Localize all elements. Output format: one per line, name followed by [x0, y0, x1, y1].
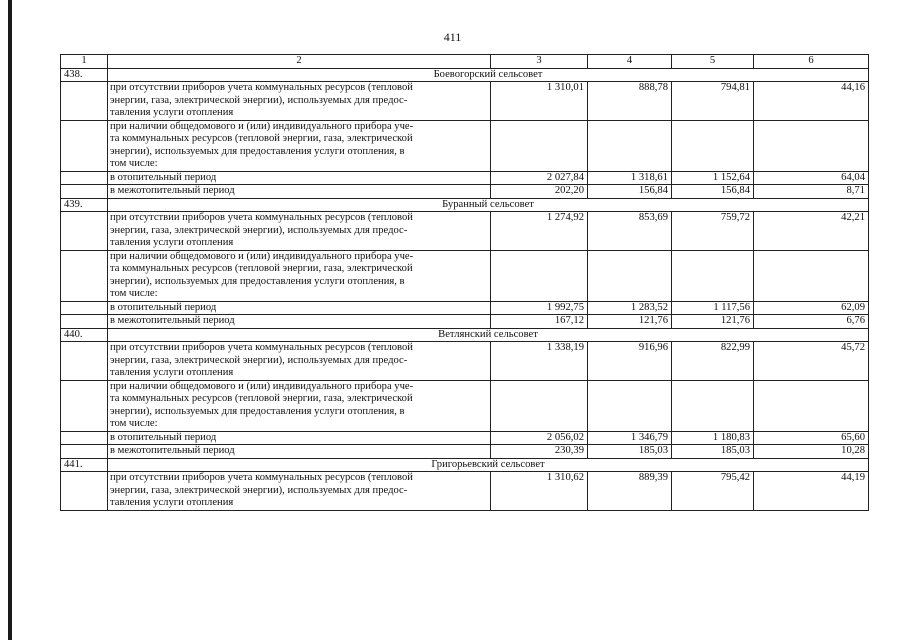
- value-cell: 2 027,84: [491, 171, 588, 185]
- column-header-row: [61, 55, 869, 69]
- row-description: в межотопительный период: [108, 185, 491, 199]
- value-cell: 1 152,64: [672, 171, 754, 185]
- row-description: [108, 472, 491, 511]
- column-header: 1: [61, 55, 108, 69]
- row-with-meters: [61, 120, 869, 171]
- section-name: Ветлянский сельсовет: [108, 328, 869, 342]
- value-cell: [754, 380, 869, 431]
- row-heating-period: [61, 171, 869, 185]
- empty-cell: [61, 301, 108, 315]
- empty-cell: [61, 171, 108, 185]
- value-cell: 44,16: [754, 82, 869, 121]
- row-description: [108, 120, 491, 171]
- value-cell: 44,19: [754, 472, 869, 511]
- empty-cell: [61, 342, 108, 381]
- value-cell: 1 274,92: [491, 212, 588, 251]
- empty-cell: [61, 212, 108, 251]
- row-description: в межотопительный период: [108, 315, 491, 329]
- value-cell: [754, 250, 869, 301]
- row-without-meters: [61, 472, 869, 511]
- row-without-meters: [61, 82, 869, 121]
- value-cell: 794,81: [672, 82, 754, 121]
- empty-cell: [61, 472, 108, 511]
- row-description: [108, 250, 491, 301]
- section-name: Григорьевский сельсовет: [108, 458, 869, 472]
- value-cell: [672, 250, 754, 301]
- description-line: энергии, газа, электрической энергии), используемых для предос-: [110, 94, 408, 106]
- description-line: при наличии общедомового и (или) индивидуального прибора уче-: [110, 380, 414, 392]
- empty-cell: [61, 185, 108, 199]
- section-name: Боевогорский сельсовет: [108, 68, 869, 82]
- value-cell: 156,84: [588, 185, 672, 199]
- row-heating-period: [61, 431, 869, 445]
- description-line: энергии, газа, электрической энергии), используемых для предос-: [110, 484, 408, 496]
- value-cell: 202,20: [491, 185, 588, 199]
- section-number: 440.: [61, 328, 108, 342]
- value-cell: [491, 250, 588, 301]
- value-cell: 2 056,02: [491, 431, 588, 445]
- description-line: та коммунальных ресурсов (тепловой энергии, газа, электрической: [110, 263, 413, 274]
- value-cell: 10,28: [754, 445, 869, 459]
- value-cell: 1 318,61: [588, 171, 672, 185]
- empty-cell: [61, 250, 108, 301]
- value-cell: 1 346,79: [588, 431, 672, 445]
- description-line: том числе:: [110, 418, 158, 429]
- value-cell: 167,12: [491, 315, 588, 329]
- row-description: в межотопительный период: [108, 445, 491, 459]
- value-cell: 230,39: [491, 445, 588, 459]
- empty-cell: [61, 431, 108, 445]
- value-cell: 1 310,62: [491, 472, 588, 511]
- section-header-row: [61, 458, 869, 472]
- value-cell: 42,21: [754, 212, 869, 251]
- value-cell: 1 283,52: [588, 301, 672, 315]
- value-cell: 121,76: [588, 315, 672, 329]
- section-number: 438.: [61, 68, 108, 82]
- row-description: в отопительный период: [108, 171, 491, 185]
- value-cell: 822,99: [672, 342, 754, 381]
- row-description: [108, 212, 491, 251]
- column-header: 5: [672, 55, 754, 69]
- value-cell: 1 180,83: [672, 431, 754, 445]
- description-line: при отсутствии приборов учета коммунальных ресурсов (тепловой: [110, 82, 413, 93]
- description-line: та коммунальных ресурсов (тепловой энергии, газа, электрической: [110, 133, 413, 144]
- description-line: при отсутствии приборов учета коммунальных ресурсов (тепловой: [110, 342, 413, 353]
- description-line: том числе:: [110, 288, 158, 299]
- value-cell: 1 992,75: [491, 301, 588, 315]
- left-margin-bar: [8, 0, 12, 640]
- row-off-heating-period: [61, 185, 869, 199]
- value-cell: [672, 120, 754, 171]
- value-cell: 759,72: [672, 212, 754, 251]
- row-off-heating-period: [61, 315, 869, 329]
- section-number: 441.: [61, 458, 108, 472]
- description-line: при наличии общедомового и (или) индивидуального прибора уче-: [110, 250, 414, 262]
- row-with-meters: [61, 380, 869, 431]
- value-cell: 889,39: [588, 472, 672, 511]
- empty-cell: [61, 120, 108, 171]
- value-cell: 45,72: [754, 342, 869, 381]
- description-line: том числе:: [110, 158, 158, 169]
- page-number: 411: [443, 30, 462, 44]
- description-line: энергии), используемых для предоставления услуги отопления, в: [110, 145, 405, 157]
- description-line: при наличии общедомового и (или) индивидуального прибора уче-: [110, 120, 414, 132]
- value-cell: 1 117,56: [672, 301, 754, 315]
- row-description: [108, 342, 491, 381]
- row-with-meters: [61, 250, 869, 301]
- value-cell: [588, 120, 672, 171]
- value-cell: [588, 250, 672, 301]
- empty-cell: [61, 315, 108, 329]
- column-header: 2: [108, 55, 491, 69]
- value-cell: [588, 380, 672, 431]
- row-without-meters: [61, 212, 869, 251]
- row-description: [108, 82, 491, 121]
- section-header-row: [61, 328, 869, 342]
- row-description: в отопительный период: [108, 431, 491, 445]
- value-cell: [672, 380, 754, 431]
- description-line: энергии), используемых для предоставления услуги отопления, в: [110, 275, 405, 287]
- value-cell: 121,76: [672, 315, 754, 329]
- description-line: энергии, газа, электрической энергии), используемых для предос-: [110, 224, 408, 236]
- value-cell: 185,03: [588, 445, 672, 459]
- value-cell: 64,04: [754, 171, 869, 185]
- column-header: 6: [754, 55, 869, 69]
- value-cell: 853,69: [588, 212, 672, 251]
- value-cell: 62,09: [754, 301, 869, 315]
- value-cell: 916,96: [588, 342, 672, 381]
- row-description: в отопительный период: [108, 301, 491, 315]
- description-line: тавления услуги отопления: [110, 107, 234, 118]
- description-line: тавления услуги отопления: [110, 367, 234, 378]
- value-cell: 1 338,19: [491, 342, 588, 381]
- section-number: 439.: [61, 198, 108, 212]
- value-cell: 185,03: [672, 445, 754, 459]
- empty-cell: [61, 380, 108, 431]
- description-line: тавления услуги отопления: [110, 497, 234, 508]
- description-line: та коммунальных ресурсов (тепловой энергии, газа, электрической: [110, 393, 413, 404]
- column-header: 4: [588, 55, 672, 69]
- value-cell: 8,71: [754, 185, 869, 199]
- row-description: [108, 380, 491, 431]
- value-cell: 1 310,01: [491, 82, 588, 121]
- row-off-heating-period: [61, 445, 869, 459]
- column-header: 3: [491, 55, 588, 69]
- description-line: тавления услуги отопления: [110, 237, 234, 248]
- description-line: при отсутствии приборов учета коммунальных ресурсов (тепловой: [110, 212, 413, 223]
- section-header-row: [61, 198, 869, 212]
- empty-cell: [61, 82, 108, 121]
- description-line: энергии), используемых для предоставления услуги отопления, в: [110, 405, 405, 417]
- value-cell: [754, 120, 869, 171]
- value-cell: [491, 120, 588, 171]
- description-line: энергии, газа, электрической энергии), используемых для предос-: [110, 354, 408, 366]
- value-cell: 65,60: [754, 431, 869, 445]
- section-name: Буранный сельсовет: [108, 198, 869, 212]
- empty-cell: [61, 445, 108, 459]
- section-header-row: [61, 68, 869, 82]
- description-line: при отсутствии приборов учета коммунальных ресурсов (тепловой: [110, 472, 413, 483]
- tariff-table: [60, 54, 869, 511]
- value-cell: 795,42: [672, 472, 754, 511]
- value-cell: [491, 380, 588, 431]
- row-heating-period: [61, 301, 869, 315]
- row-without-meters: [61, 342, 869, 381]
- value-cell: 156,84: [672, 185, 754, 199]
- value-cell: 888,78: [588, 82, 672, 121]
- value-cell: 6,76: [754, 315, 869, 329]
